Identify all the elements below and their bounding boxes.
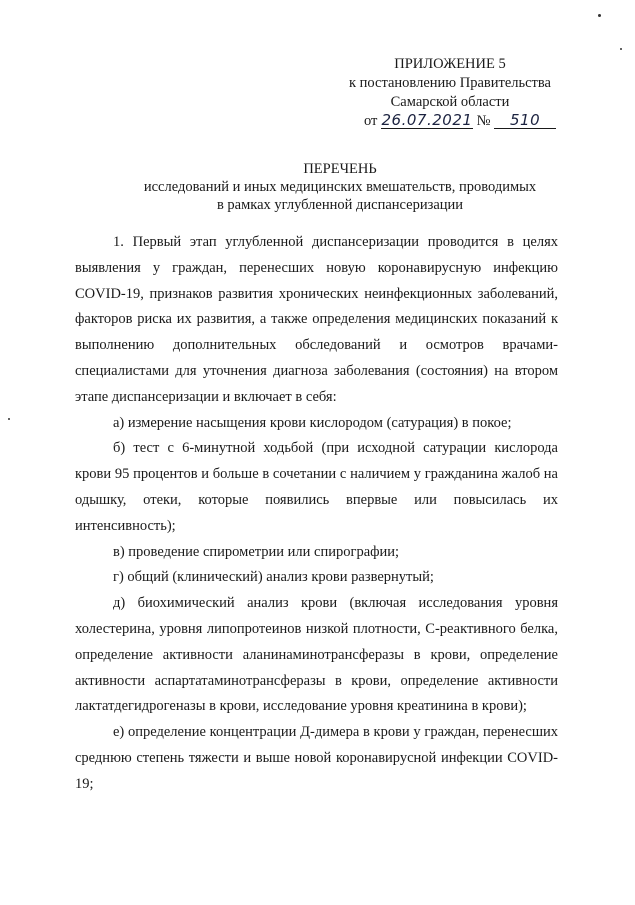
handwritten-date: 26.07.2021	[381, 111, 473, 129]
paragraph-b: б) тест с 6-минутной ходьбой (при исходной сатурации кислорода крови 95 процентов и больше в сочетании с наличием у гражданина жалоб на одышку, отеки, которые появились впервые или повысилась их интенсивность);	[75, 440, 558, 534]
title-line-1: исследований и иных медицинских вмешательств, проводимых	[143, 179, 537, 195]
from-label: от	[363, 113, 378, 129]
appendix-date-number	[350, 112, 570, 131]
paragraph-a: а) измерение насыщения крови кислородом (сатурация) в покое;	[113, 414, 512, 431]
paragraph-1: 1. Первый этап углубленной диспансеризации проводится в целях выявления у граждан, перенесших новую коронавирусную инфекцию COVID-19, признаков развития хронических неинфекционных заболеваний, факторов риска их развития, а также определения медицинских показаний к выполнению дополнительных обследований и осмотров врачами-специалистами для уточнения диагноза заболевания (состояния) на втором этапе диспансеризации и включает в себя:	[75, 234, 558, 405]
appendix-title: ПРИЛОЖЕНИЕ 5	[394, 56, 506, 72]
paragraph-g: г) общий (клинический) анализ крови развернутый;	[113, 569, 434, 586]
scan-speck	[8, 418, 10, 420]
document-body	[75, 230, 558, 798]
scan-speck	[598, 14, 601, 17]
appendix-line-2: Самарской области	[390, 94, 510, 110]
scan-speck	[620, 48, 622, 50]
appendix-header	[330, 55, 570, 131]
title-line-2: в рамках углубленной диспансеризации	[216, 197, 464, 213]
paragraph-e: е) определение концентрации Д-димера в крови у граждан, перенесших среднюю степень тяжести и выше новой коронавирусной инфекции COVID-19;	[75, 724, 558, 792]
number-label: №	[476, 113, 491, 129]
document-title	[60, 160, 620, 214]
appendix-line-1: к постановлению Правительства	[349, 75, 551, 91]
paragraph-v: в) проведение спирометрии или спирографии;	[113, 543, 400, 560]
handwritten-number: 510	[494, 112, 556, 129]
paragraph-d: д) биохимический анализ крови (включая исследования уровня холестерина, уровня липопротеинов низкой плотности, С-реактивного белка, определение активности аланинаминотрансферазы в крови, определение активности аспартатаминотрансферазы в крови, определение активности лактатдегидрогеназы в крови, исследование уровня креатинина в крови);	[75, 595, 558, 715]
title-main: ПЕРЕЧЕНЬ	[303, 161, 377, 177]
